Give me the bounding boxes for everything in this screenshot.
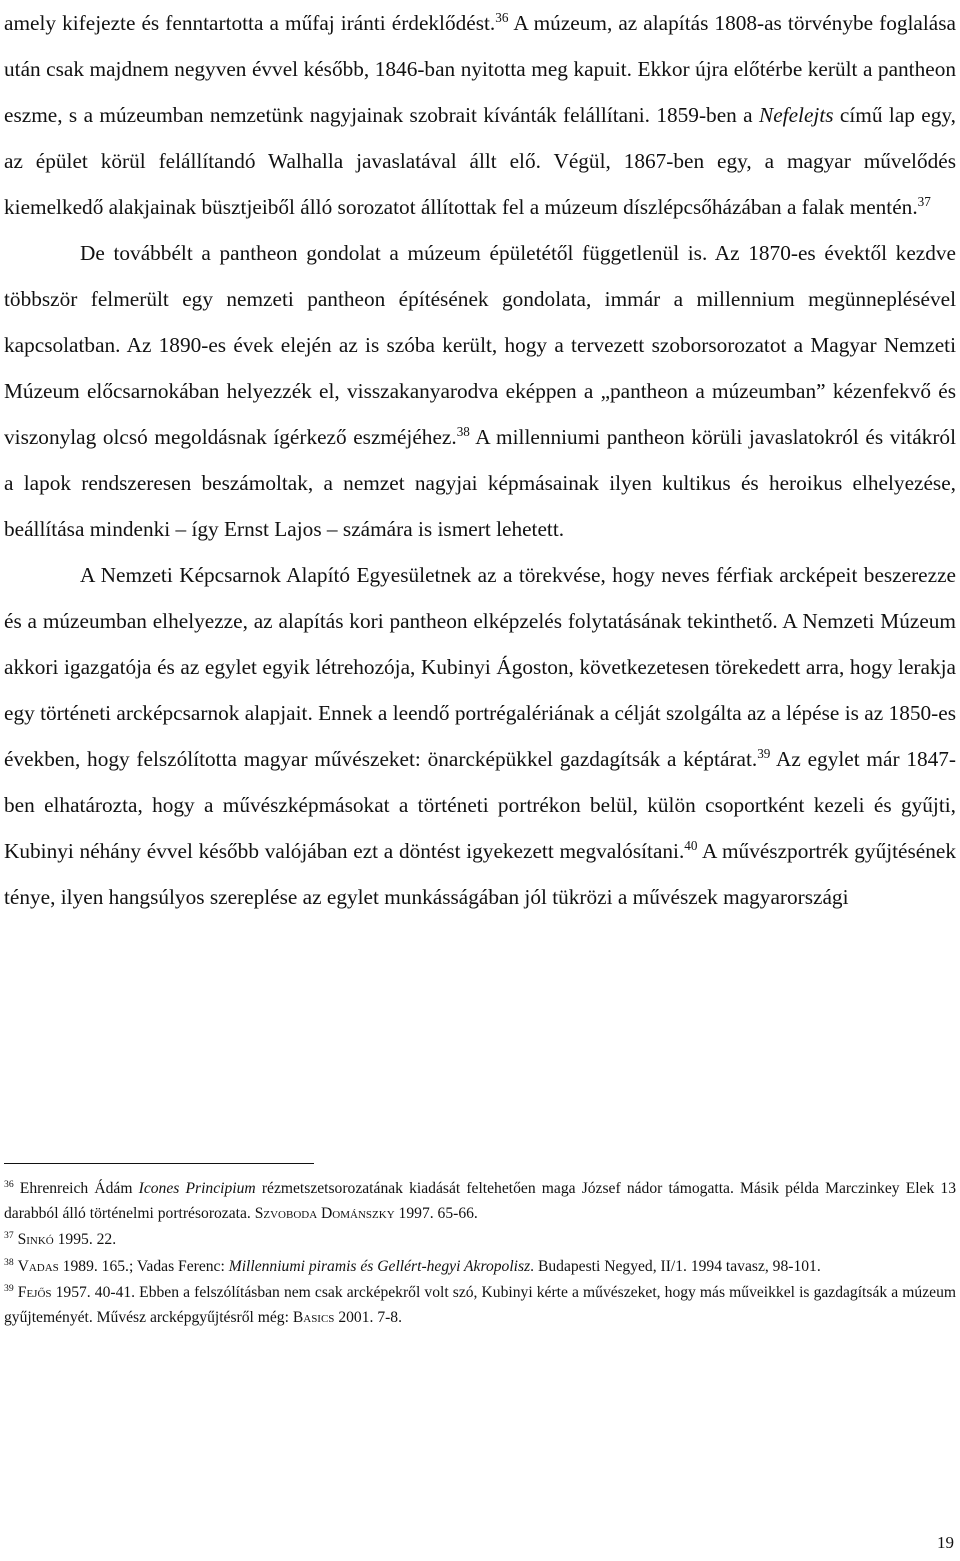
- paragraph-text-run: című lap egy, az épület körül felállítandó Walhalla javaslatával állt elő. Végül, 1867-ben egy, a magyar művelődés kiemelkedő alakjainak büsztjeiből álló sorozatot állítottak fel a múzeum díszlépcsőházában a falak mentén.: [4, 103, 956, 219]
- footnote: [4, 1177, 956, 1226]
- footnote-text-run: 1989. 165.; Vadas Ferenc:: [58, 1257, 229, 1275]
- footnote-text-run: . Budapesti Negyed, II/1. 1994 tavasz, 98-101.: [530, 1257, 821, 1275]
- footnote: [4, 1255, 956, 1280]
- footnote-ref: 36: [495, 9, 509, 25]
- footnote-text-run: 1995. 22.: [53, 1231, 117, 1248]
- body-paragraph: [4, 230, 956, 552]
- footnote-ref: 37: [4, 1230, 14, 1242]
- body-text: [4, 0, 956, 920]
- footnote-ref: 38: [456, 423, 470, 439]
- paragraph-text-run: Az egylet már 1847-ben elhatározta, hogy a művészképmásokat a történeti portrékon belül, külön csoportként kezeli és gyűjti, Kubinyi néhány évvel később valójában ezt a döntést igyekezett megvalósítani.: [4, 747, 956, 863]
- footnote-text-run: 2001. 7-8.: [334, 1308, 403, 1326]
- footnote-ref: 37: [917, 193, 931, 209]
- italic-title: Icones Principium: [138, 1180, 256, 1197]
- footnote-text-run: Ehrenreich Ádám: [13, 1180, 139, 1197]
- author-name: Szvoboda Dománszky: [254, 1204, 395, 1222]
- footnote: [4, 1281, 956, 1330]
- author-name: Fejős: [17, 1284, 52, 1301]
- paragraph-text-run: A millenniumi pantheon körüli javaslatokról és vitákról a lapok rendszeresen beszámoltak, a nemzet nagyjai képmásainak ilyen kultikus és heroikus elhelyezése, beállítása mindenki – így Ernst Lajos – számára is ismert lehetett.: [4, 425, 956, 541]
- footnote-separator: [4, 1163, 314, 1164]
- footnote-text-run: 1997. 65-66.: [394, 1204, 478, 1222]
- author-name: Vadas: [17, 1257, 59, 1275]
- author-name: Sinkó: [17, 1231, 54, 1248]
- author-name: Basics: [292, 1308, 335, 1326]
- italic-title: Nefelejts: [759, 103, 834, 127]
- footnote-ref: 39: [4, 1283, 14, 1295]
- footnote-ref: 40: [684, 837, 698, 853]
- body-paragraph: [4, 552, 956, 920]
- italic-title: Millenniumi piramis és Gellért-hegyi Akropolisz: [228, 1257, 531, 1275]
- paragraph-text-run: A művészportrék gyűjtésének ténye, ilyen hangsúlyos szereplése az egylet munkásságában jól tükrözi a művészek magyarországi: [4, 839, 957, 909]
- footnote: [4, 1228, 956, 1253]
- paragraph-text-run: A Nemzeti Képcsarnok Alapító Egyesületnek az a törekvése, hogy neves férfiak arcképeit beszerezze és a múzeumban elhelyezze, az alapítás kori pantheon elképzelés folytatásának tekinthető. A Nemzeti Múzeum akkori igazgatója és az egylet egyik létrehozója, Kubinyi Ágoston, következetesen törekedett arra, hogy lerakja egy történeti arcképcsarnok alapjait. Ennek a leendő portrégalériának a célját szolgálta az a lépése is az 1850-es években, hogy felszólította magyar művészeket: önarcképükkel gazdagítsák a képtárat.: [4, 563, 956, 771]
- footnote-ref: 36: [4, 1179, 14, 1191]
- footnote-text-run: 1957. 40-41. Ebben a felszólításban nem csak arcképekről volt szó, Kubinyi kérte a művészeket, hogy más műveikkel is gazdagítsák a múzeum gyűjteményét. Művész arcképgyűjtésről még:: [4, 1284, 956, 1326]
- paragraph-text-run: A múzeum, az alapítás 1808-as törvénybe foglalása után csak majdnem negyven évvel később, 1846-ban nyitotta meg kapuit. Ekkor újra előtérbe került a pantheon eszme, s a múzeumban nemzetünk nagyjainak szobrait kívánták felállítani. 1859-ben a: [4, 11, 956, 127]
- footnote-ref: 38: [4, 1256, 14, 1268]
- footnote-text-run: rézmetszetsorozatának kiadását feltehetően maga József nádor támogatta. Másik példa Marczinkey Elek 13 darabból álló történelmi portrésorozata.: [4, 1180, 957, 1222]
- footnote-ref: 39: [757, 745, 771, 761]
- footnotes: [4, 1177, 956, 1332]
- paragraph-text-run: De továbbélt a pantheon gondolat a múzeum épületétől függetlenül is. Az 1870-es évektől kezdve többször felmerült egy nemzeti pantheon építésének gondolata, immár a millennium megünneplésével kapcsolatban. Az 1890-es évek elején az is szóba került, hogy a tervezett szoborsorozatot a Magyar Nemzeti Múzeum előcsarnokában helyezzék el, visszakanyarodva eképpen a „pantheon a múzeumban” kézenfekvő és viszonylag olcsó megoldásnak ígérkező eszméjéhez.: [4, 241, 956, 449]
- page-number: 19: [937, 1533, 954, 1552]
- body-paragraph: [4, 0, 956, 230]
- paragraph-text-run: amely kifejezte és fenntartotta a műfaj iránti érdeklődést.: [4, 11, 496, 35]
